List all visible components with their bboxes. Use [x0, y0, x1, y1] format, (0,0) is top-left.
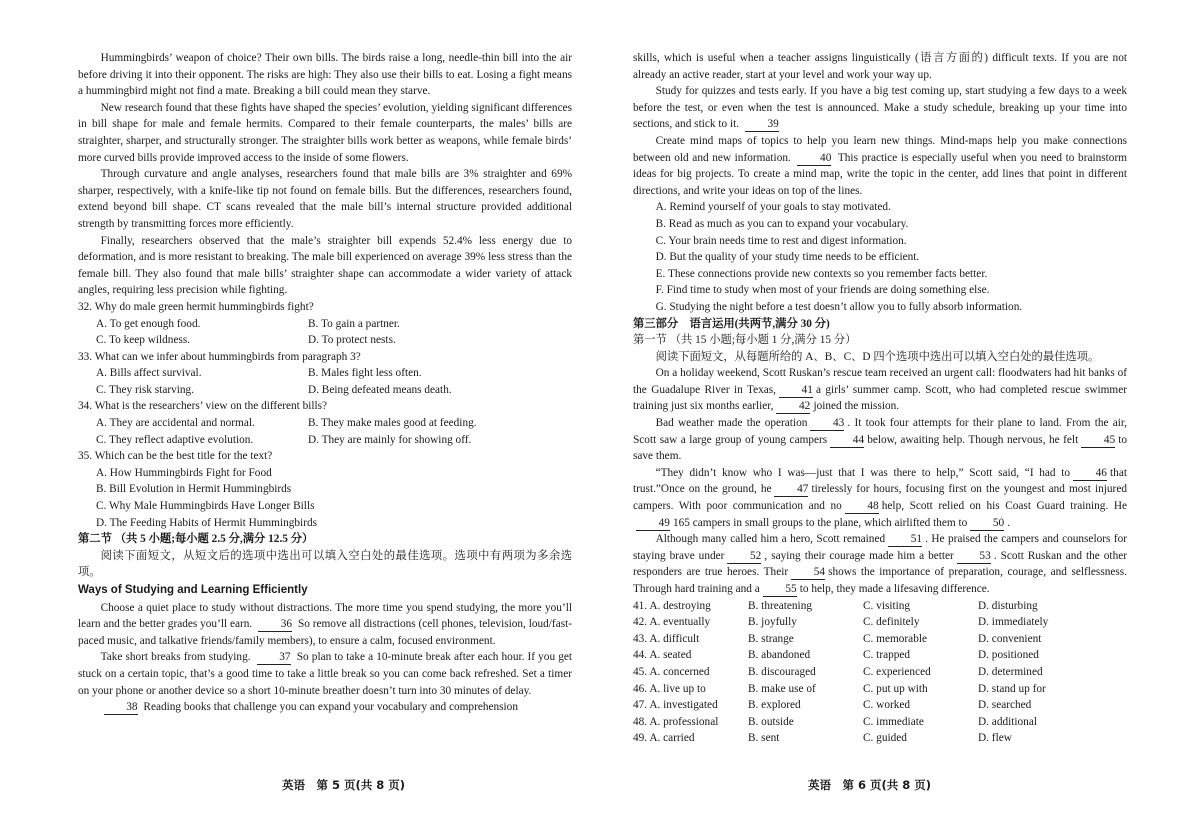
option-a: A. Bills affect survival.	[96, 367, 202, 380]
option-b: B. strange	[748, 632, 794, 645]
option-a: A. How Hummingbirds Fight for Food	[96, 466, 272, 479]
option-d: D. The Feeding Habits of Hermit Hummingbirds	[96, 516, 317, 529]
option-d: D. positioned	[978, 649, 1039, 662]
option-c: C. visiting	[863, 599, 911, 612]
option-a: 41. A. destroying	[633, 599, 711, 612]
option-b: B. discouraged	[748, 665, 816, 678]
cloze-option-row	[633, 714, 1127, 731]
study-paragraph-3: 38 Reading books that challenge you can expand your vocabulary and comprehension	[78, 699, 572, 716]
cloze-paragraph-1: On a holiday weekend, Scott Ruskan’s rescue team received an urgent call: floodwaters had hit banks of the Guadalupe River in Texas, 41 a girls’ summer camp. Scott, who had completed rescue swimmer training just six months earlier, 42 joined the mission.	[633, 367, 1127, 413]
blank-46: 46	[1073, 467, 1107, 481]
option-d: D. disturbing	[978, 599, 1038, 612]
option-d: D. determined	[978, 665, 1043, 678]
option-d: D. additional	[978, 715, 1037, 728]
cloze-option-row	[633, 697, 1127, 714]
option-a: 44. A. seated	[633, 649, 692, 662]
option-c: C. memorable	[863, 632, 927, 645]
question-stem: 32. Why do male green hermit hummingbirds fight?	[78, 300, 314, 313]
page-footer-left: 英语 第 5 页(共 8 页)	[282, 778, 406, 792]
option-c: C. immediate	[863, 715, 924, 728]
cloze-option-row	[633, 664, 1127, 681]
option-d: D. searched	[978, 699, 1032, 712]
blank-43: 43	[810, 417, 844, 431]
option-c: C. put up with	[863, 682, 928, 695]
option-c: C. Your brain needs time to rest and digest information.	[655, 234, 907, 247]
blank-47: 47	[774, 483, 808, 497]
option-b: B. They make males good at feeding.	[308, 417, 477, 430]
blank-51: 51	[888, 533, 922, 547]
blank-49: 49	[636, 517, 670, 531]
left-page	[78, 50, 572, 716]
cloze-paragraph-4: Although many called him a hero, Scott remained 51 . He praised the campers and counselors for staying brave under 52 , saying their courage made him a better 53 . Scott Ruskan and the other responders are true heroes. Their 54 shows the importance of preparation, courage, and selflessness. Through hard training and a 55 to help, they made a lifesaving difference.	[633, 533, 1127, 595]
blank-54: 54	[791, 566, 825, 580]
blank-45: 45	[1081, 434, 1115, 448]
study-paragraph-3-continued: skills, which is useful when a teacher assigns linguistically (语言方面的) difficult texts. If you are not already an active reader, start at your level and work your way up.	[633, 52, 1127, 81]
option-a: 43. A. difficult	[633, 632, 700, 645]
cloze-option-row	[633, 614, 1127, 631]
option-a: 45. A. concerned	[633, 665, 710, 678]
option-d: D. But the quality of your study time needs to be efficient.	[655, 251, 920, 264]
blank-53: 53	[957, 550, 991, 564]
study-paragraph-1: Choose a quiet place to study without distractions. The more time you spend studying, the more you’ll learn and the better grades you’ll earn. 36 So remove all distractions (cell phones, television, loud/fast-paced music, and talkative friends/family members), to ensure a calm, focused environment.	[78, 601, 573, 647]
page-footer-right: 英语 第 6 页(共 8 页)	[808, 778, 932, 792]
option-g: G. Studying the night before a test doesn’t allow you to fully absorb information.	[655, 300, 1023, 313]
option-e: E. These connections provide new contexts so you remember facts better.	[655, 267, 988, 280]
option-d: D. convenient	[978, 632, 1042, 645]
option-b: B. To gain a partner.	[308, 317, 400, 330]
option-c: C. guided	[863, 732, 907, 745]
option-d: D. Being defeated means death.	[308, 383, 452, 396]
question-stem: 34. What is the researchers’ view on the different bills?	[78, 400, 328, 413]
blank-48: 48	[845, 500, 879, 514]
option-b: B. joyfully	[748, 616, 797, 629]
blank-39: 39	[745, 118, 779, 132]
cloze-paragraph-3: “They didn’t know who I was—just that I was there to help,” Scott said, “I had to 46 that trust.”Once on the ground, he 47 tirelessly for hours, focusing first on the youngest and most injured campers. With poor communication and no 48 help, Scott relied on his Coast Guard training. He49 165 campers in small groups to the plane, which airlifted them to 50 .	[633, 466, 1127, 529]
section-2-heading: 第二节 （共 5 小题;每小题 2.5 分,满分 12.5 分）	[78, 533, 314, 546]
passage-title: Ways of Studying and Learning Efficiently	[78, 584, 308, 596]
question-32	[78, 299, 572, 349]
option-d: D. stand up for	[978, 682, 1046, 695]
option-c: C. definitely	[863, 616, 920, 629]
question-33	[78, 349, 572, 399]
option-b: B. threatening	[748, 599, 812, 612]
option-b: B. sent	[748, 732, 780, 745]
blank-36: 36	[258, 618, 292, 632]
part-3-heading: 第三部分 语言运用(共两节,满分 30 分)	[633, 317, 830, 330]
cloze-option-row	[633, 631, 1127, 648]
option-c: C. They reflect adaptive evolution.	[96, 433, 254, 446]
option-b: B. Read as much as you can to expand your vocabulary.	[655, 217, 909, 230]
option-b: B. explored	[748, 699, 801, 712]
option-a: A. Remind yourself of your goals to stay motivated.	[655, 201, 891, 214]
blank-41: 41	[779, 384, 813, 398]
option-c: C. To keep wildness.	[96, 334, 191, 347]
option-b: B. Males fight less often.	[308, 367, 422, 380]
option-c: C. experienced	[863, 665, 931, 678]
option-a: 48. A. professional	[633, 715, 719, 728]
option-a: 49. A. carried	[633, 732, 695, 745]
passage-paragraph-2: New research found that these fights have shaped the species’ evolution, yielding significant differences in bill shape for male and female hermits. Compared to their female counterparts, the males’ bills are straighter, sharper, and structurally stronger. The straighter bills work better as weapons, while female birds’ more curved bills provide improved access to the inside of some flowers.	[78, 101, 572, 164]
option-c: C. They risk starving.	[96, 383, 195, 396]
option-d: D. immediately	[978, 616, 1049, 629]
option-a: 42. A. eventually	[633, 616, 711, 629]
passage-paragraph-4: Finally, researchers observed that the male’s straighter bill expends 52.4% less energy due to deformation, and is more resistant to breaking. The male bill experienced on average 39% less stress than the female bill. They also found that male bills’ straighter shape can accommodate a wider variety of attack angles, requiring less precision while fighting.	[78, 234, 572, 297]
cloze-option-row	[633, 730, 1127, 747]
cloze-option-row	[633, 647, 1127, 664]
passage-paragraph-3: Through curvature and angle analyses, researchers found that male bills are 3% straighter and 69% sharper, respectively, with a knife-like tip not found on female bills. But the differences, researchers found, extend beyond bill shape. CT scans revealed that the male bill’s internal structure provided additional strength by transmitting forces more efficiently.	[78, 168, 572, 230]
cloze-paragraph-2: Bad weather made the operation 43 . It took four attempts for their plane to land. From the air, Scott saw a large group of young campers 44 below, awaiting help. Though nervous, he felt 45 to save them.	[633, 417, 1128, 463]
option-c: C. Why Male Hummingbirds Have Longer Bills	[96, 500, 315, 513]
option-a: A. To get enough food.	[96, 317, 201, 330]
seven-option-list	[633, 199, 1127, 315]
option-b: B. make use of	[748, 682, 816, 695]
option-d: D. They are mainly for showing off.	[308, 433, 472, 446]
option-c: C. trapped	[863, 649, 911, 662]
option-a: A. They are accidental and normal.	[96, 417, 255, 430]
option-f: F. Find time to study when most of your friends are doing something else.	[655, 284, 990, 297]
study-paragraph-5: Create mind maps of topics to help you learn new things. Mind-maps help you make connections between old and new information. 40 This practice is especially useful when you need to brainstorm ideas for big projects. To create a mind map, write the topic in the center, add lines that point in different directions, and write your ideas on top of the lines.	[633, 134, 1128, 197]
option-d: D. To protect nests.	[308, 334, 396, 347]
section-1-instruction: 阅读下面短文，从每题所给的 A、B、C、D 四个选项中选出可以填入空白处的最佳选项。	[655, 350, 1100, 363]
question-35	[78, 448, 572, 531]
cloze-options-table	[633, 598, 1127, 747]
blank-44: 44	[830, 434, 864, 448]
option-d: D. flew	[978, 732, 1012, 745]
study-paragraph-4: Study for quizzes and tests early. If you have a big test coming up, start studying a few days to a week before the test, or even when the test is announced. Make a study schedule, breaking up your time into sections, and stick to it. 39	[633, 85, 1127, 131]
option-c: C. worked	[863, 699, 911, 712]
question-stem: 35. Which can be the best title for the text?	[78, 450, 273, 463]
question-34	[78, 398, 572, 448]
blank-50: 50	[970, 517, 1004, 531]
blank-55: 55	[763, 583, 797, 597]
option-a: 46. A. live up to	[633, 682, 706, 695]
cloze-option-row	[633, 598, 1127, 615]
option-a: 47. A. investigated	[633, 699, 718, 712]
question-stem: 33. What can we infer about hummingbirds from paragraph 3?	[78, 350, 361, 363]
blank-38: 38	[104, 701, 138, 715]
option-b: B. outside	[748, 715, 794, 728]
cloze-option-row	[633, 681, 1127, 698]
blank-40: 40	[797, 152, 831, 166]
blank-42: 42	[776, 400, 810, 414]
blank-37: 37	[257, 651, 291, 665]
option-b: B. abandoned	[748, 649, 811, 662]
passage-paragraph-1: Hummingbirds’ weapon of choice? Their own bills. The birds raise a long, needle-thin bill into the air before driving it into their opponent. The risks are high: They also use their bills to eat. Losing a fight means a hummingbird might not find a mate. Breaking a bill could mean they starve.	[78, 52, 572, 98]
study-paragraph-2: Take short breaks from studying. 37 So plan to take a 10-minute break after each hour. If you get stuck on a certain topic, that’s a good time to take a little break so you can come back refreshed. Set a timer on your phone or another device so a short 10-minute breather doesn’t turn into 30 minutes of delay.	[78, 651, 572, 697]
right-page	[633, 50, 1127, 747]
blank-52: 52	[727, 550, 761, 564]
section-1-heading: 第一节 （共 15 小题;每小题 1 分,满分 15 分）	[633, 334, 857, 347]
option-b: B. Bill Evolution in Hermit Hummingbirds	[96, 483, 292, 496]
section-2-instruction: 阅读下面短文，从短文后的选项中选出可以填入空白处的最佳选项。选项中有两项为多余选项。	[78, 549, 572, 579]
